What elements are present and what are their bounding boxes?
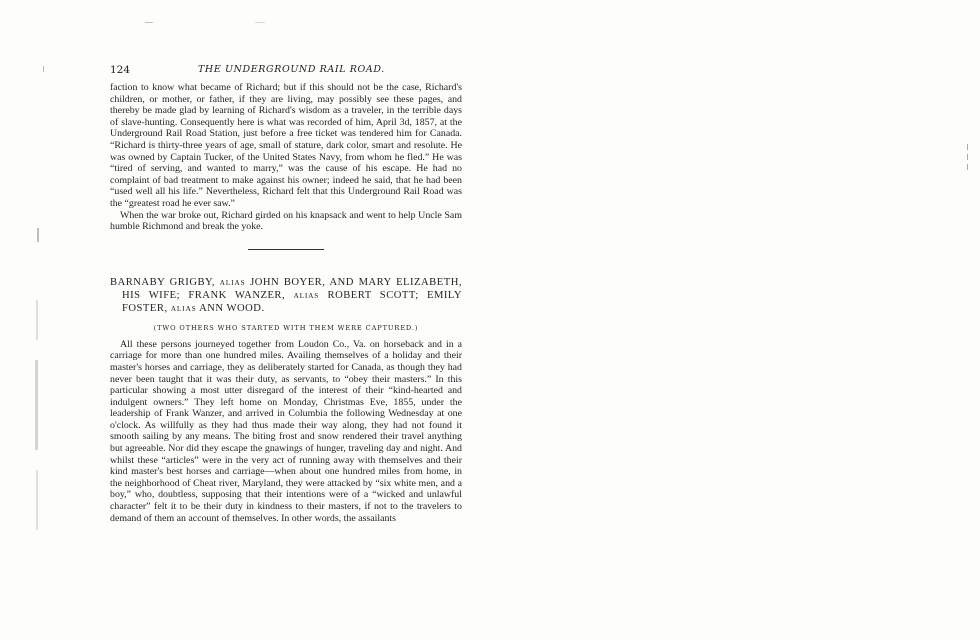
- section-divider: [248, 249, 324, 250]
- alias-label: ALIAS: [170, 303, 197, 313]
- section-subnote: (TWO OTHERS WHO STARTED WITH THEM WERE CAPTURED.): [153, 323, 419, 332]
- scan-artifact: [145, 22, 153, 23]
- heading-text: JOHN BOYER, AND MARY ELIZABETH, HIS WIFE; FRANK WANZER,: [122, 276, 462, 301]
- paragraph: faction to know what became of Richard; but if this should not be the case, Richard's children, or mother, or father, if they are living, may possibly see these pages, and thereby be made glad by learning of Richard's wisdom as a traveler, in the terrible days of slave-hunting. Consequently here is what was recorded of him, April 3d, 1857, at the Underground Rail Road Station, just before a free ticket was tendered him for Canada. “Richard is thirty-three years of age, small of stature, dark color, smart and resolute. He was owned by Captain Tucker, of the United States Navy, from whom he fled.” He was “tired of serving, and wanted to marry,” was the cause of his escape. He had no complaint of bad treatment to make against his owner; indeed he said, that he had been “used well all his life.” Nevertheless, Richard felt that this Underground Rail Road was the “greatest road he ever saw.”: [110, 82, 462, 209]
- paragraph: When the war broke out, Richard girded on his knapsack and went to help Uncle Sam humble Richmond and break the yoke.: [110, 209, 462, 233]
- alias-label: ALIAS: [219, 277, 246, 287]
- scan-artifact: [36, 300, 38, 340]
- page-number: 124: [110, 64, 131, 76]
- running-title: THE UNDERGROUND RAIL ROAD.: [198, 64, 385, 75]
- heading-text: ANN WOOD.: [196, 302, 265, 314]
- alias-label: ALIAS: [293, 290, 320, 300]
- scan-artifact: [37, 228, 39, 242]
- book-page: [110, 62, 462, 524]
- scan-artifact: [255, 22, 265, 23]
- heading-text: BARNABY GRIGBY,: [110, 276, 220, 288]
- heading-text: ROBERT SCOTT; EMILY FOSTER,: [122, 289, 462, 314]
- scan-artifact: [36, 470, 38, 530]
- scan-artifact: [43, 66, 44, 72]
- section-heading: [110, 276, 462, 315]
- running-head: [110, 62, 462, 78]
- scan-artifact: [35, 360, 38, 450]
- right-edge-artifacts: [962, 140, 972, 200]
- paragraph: All these persons journeyed together from Loudon Co., Va. on horseback and in a carriage for more than one hundred miles. Availing themselves of a holiday and their master's horses and carriage, they as deliberately started for Canada, as though they had never been taught that it was their duty, as servants, to “obey their masters.” In this particular showing a most utter disregard of the interest of their “kind-hearted and indulgent owners.” They left home on Monday, Christmas Eve, 1855, under the leadership of Frank Wanzer, and arrived in Columbia the following Wednesday at one o'clock. As willfully as they had thus made their way along, they had not found it smooth sailing by any means. The biting frost and snow rendered their travel anything but agreeable. Nor did they escape the gnawings of hunger, traveling day and night. And whilst these “articles” were in the very act of running away with themselves and their kind master's best horses and carriage—when about one hundred miles from home, in the neighborhood of Cheat river, Maryland, they were attacked by “six white men, and a boy,” who, doubtless, supposing that their intentions were of a “wicked and unlawful character” felt it to be their duty in kindness to their masters, if not to the travelers to demand of them an account of themselves. In other words, the assailants: [110, 338, 462, 524]
